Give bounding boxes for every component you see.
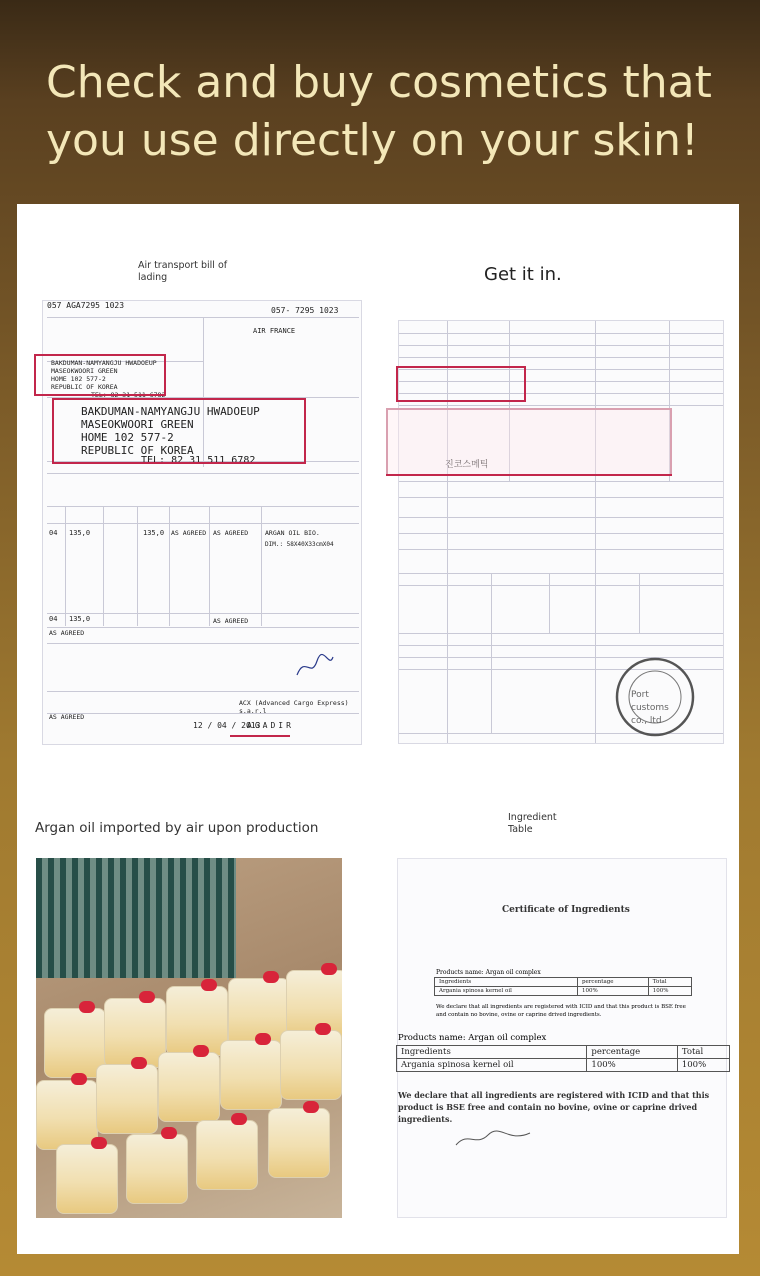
waybill-as-agreed-3: AS AGREED <box>49 629 85 637</box>
ingredient-certificate <box>397 858 727 1218</box>
waybill-consignee-tel: TEL: 82 31 511 6782 <box>141 455 256 466</box>
highlight-consignee-small <box>34 354 166 396</box>
port-customs-label: Port customs co., ltd <box>631 690 669 726</box>
waybill-rate-agreed: AS AGREED <box>171 529 207 537</box>
highlight-date-underline <box>230 735 290 737</box>
headline-line-1: Check and buy cosmetics that <box>46 57 712 108</box>
certificate-title: Certificate of Ingredients <box>502 905 630 915</box>
waybill-pieces-total: 04 <box>49 615 58 623</box>
waybill-weight: 135,0 <box>69 529 91 537</box>
waybill-consignee-l2: MASEOKWOORI GREEN <box>81 418 194 431</box>
caption-get-it-in: Get it in. <box>484 264 562 285</box>
col-percentage: percentage <box>587 1046 677 1059</box>
waybill-consignee-small-3: HOME 102 577-2 <box>51 375 106 383</box>
waybill-total-agreed: AS AGREED <box>213 529 249 537</box>
waybill-number-right: 057- 7295 1023 <box>271 306 339 315</box>
waybill-pieces: 04 <box>49 529 58 537</box>
page-headline <box>46 54 736 170</box>
caption-ingredient-table: Ingredient Table <box>508 812 557 835</box>
col-ingredients: Ingredients <box>397 1046 587 1059</box>
certificate-declaration: We declare that all ingredients are registered with ICID and that this product is BSE free and contain no bovine, ovine or caprine drived ingredients. <box>398 1090 710 1124</box>
argan-oil-photo <box>36 858 342 1218</box>
certificate-table-small: Ingredients percentage Total Argania spinosa kernel oil 100% 100% <box>434 977 692 996</box>
certificate-signature-icon <box>454 1127 534 1151</box>
waybill-consignee-l1: BAKDUMAN-NAMYANGJU HWADOEUP <box>81 405 260 418</box>
waybill-as-agreed-4: AS AGREED <box>49 713 85 721</box>
waybill-date: 12 / 04 / 2013 <box>193 721 261 730</box>
highlight-company-underline <box>386 474 672 476</box>
waybill-consignee-small-2: MASEOKWOORI GREEN <box>51 367 118 375</box>
certificate-product: Products name: Argan oil complex <box>398 1033 547 1043</box>
waybill-number-left: 057 AGA7295 1023 <box>47 301 125 310</box>
waybill-consignee-small-4: REPUBLIC OF KOREA <box>51 383 118 391</box>
waybill-weight-charge: 135,0 <box>143 529 165 537</box>
row-ingredient: Argania spinosa kernel oil <box>397 1059 587 1072</box>
certificate-table <box>396 1045 730 1072</box>
waybill-consignee-small-tel: TEL: 82 31 511 6782 <box>91 391 166 399</box>
caption-air-bill: Air transport bill of lading <box>138 260 228 283</box>
waybill-goods-l2: DIM.: 58X40X33cmX04 <box>265 541 334 548</box>
highlight-importer <box>396 366 526 402</box>
col-total: Total <box>677 1046 729 1059</box>
waybill-as-agreed-2: AS AGREED <box>213 617 249 625</box>
waybill-place: AGADIR <box>247 721 294 730</box>
caption-argan-import: Argan oil imported by air upon production <box>35 820 319 836</box>
waybill-weight-total: 135,0 <box>69 615 91 623</box>
row-total: 100% <box>677 1059 729 1072</box>
waybill-consignee-small-1: BAKDUMAN-NAMYANGJU HWADOEUP <box>51 359 157 367</box>
row-percentage: 100% <box>587 1059 677 1072</box>
waybill-consignee-l3: HOME 102 577-2 <box>81 431 174 444</box>
highlight-consignee-large <box>52 398 306 464</box>
crate-image <box>36 858 236 978</box>
customs-company-name: 진코스메틱 <box>445 460 489 470</box>
waybill-carrier: AIR FRANCE <box>253 327 296 335</box>
waybill-consignee-l4: REPUBLIC OF KOREA <box>81 444 194 457</box>
certificate-product-small: Products name: Argan oil complex <box>436 969 541 976</box>
signature-icon <box>295 651 335 681</box>
waybill-goods-l1: ARGAN OIL BIO. <box>265 529 320 537</box>
headline-line-2: you use directly on your skin! <box>46 115 699 166</box>
certificate-declaration-small: We declare that all ingredients are registered with ICID and that this product is BSE free and contain no bovine, ovine or caprine drived ingredients. <box>436 1004 686 1018</box>
waybill-agent: ACX (Advanced Cargo Express) s.a.r.l <box>239 699 349 715</box>
highlight-company <box>386 408 672 476</box>
